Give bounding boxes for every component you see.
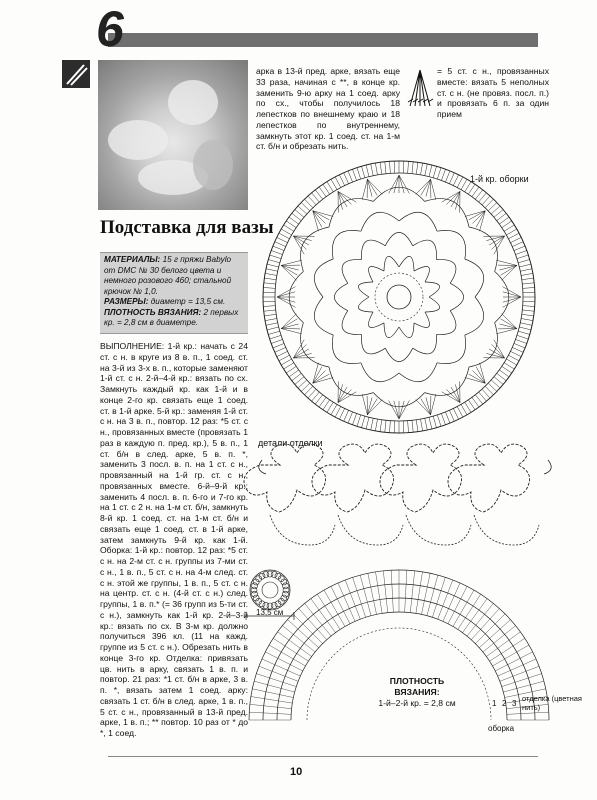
row-number-3: 3 (512, 699, 517, 708)
row-number-2: 2 (502, 699, 507, 708)
density-callout (368, 676, 466, 709)
label-trim-details: детали отделки (258, 438, 323, 448)
chapter-number: 6 (96, 1, 124, 57)
density-label: ПЛОТНОСТЬ ВЯЗАНИЯ: (104, 307, 202, 317)
density-text: 2 первых кр. = 2,8 см в диаметре. (104, 307, 239, 327)
materials-label: МАТЕРИАЛЫ: (104, 255, 161, 264)
label-diameter: 13,5 см (256, 608, 284, 617)
symbol-legend-text: = 5 ст. с н., провязанных вместе: вязать 5 неполных ст. с н. (не провяз. посл. п.) и провязать 6 п. за один прием (437, 66, 549, 119)
label-round1-ruffle: 1-й кр. оборки (470, 174, 529, 184)
density-callout-title: ПЛОТНОСТЬ ВЯЗАНИЯ: (389, 676, 445, 697)
materials-text: 15 г пряжи Babylo от DMC № 30 белого цвета и немного розового 460; стальной крючок № 1,0. (104, 255, 232, 296)
instructions-column-2: арка в 13-й пред. арке, вязать еще 33 раза, начиная с **, в конце кр. заменить 9-ю арку на 1 соед. арку по сх., чтобы получилось 18 лепестков по внешнему краю и 18 лепестков по внутреннему, замкнуть этот кр. 1 соед. ст. на 1-м ст. б/н и обрезать нить. (256, 66, 400, 152)
label-trim-note: отделка (цветная нить) (522, 694, 582, 712)
page-title: Подставка для вазы (100, 217, 274, 238)
instructions-column-1: ВЫПОЛНЕНИЕ: 1-й кр.: начать с 24 ст. с н. в круге из 8 в. п., 1 соед. ст. на 3-й из 3-х в. п., которые заменяют 1-й ст. с н. 2-й–4-й кр.: вязать по сх. Замкнуть каждый кр. как 1-й и в конце 2-го кр. связать еще 1 соед. ст. в 1-й арке. 5-й кр.: заменяя 1-й ст. с н. на 3 в. п., повтор. 12 раз: *5 ст. с н., провязанных вместе (провязать 1 раз в каждую п. пред. кр.), 5 в. п., 1 ст. б/н в след. арке, 5 в. п. *, заменить 3 посл. в. п. на 1 ст. с н., провязанный на 1-й гр. ст. с н., провязанных вместе. 6-й–9-й кр.: заменить 4 посл. в. п. 6-го и 7-го кр. на 1 ст. с 2 н. на 1-м ст. б/н, замкнуть 8-й кр. 1 соед. ст. на 1-м ст. б/н и связать еще 1 соед. ст. в 1-й арке, затем замкнуть 9-й кр. как 1-й. Оборка: 1-й кр.: повтор. 12 раз: *5 ст. с н. на 2-м ст. с н. группы из 7-ми ст. с н., 1 в. п., 5 ст. с н. на 4-м след. ст. с н. этой же группы, 1 в. п., 5 ст. с н. на центр. ст. с н. (4-й ст. с н.) след. группы, 1 в. п.* (= 36 групп из 5-ти ст. с н.), замкнуть как 1-й кр. 2-й–3-й кр.: вязать по сх. В 3-м кр. должно получиться 396 кл. (11 на кажд. группе из 5 ст. с н.). Обрезать нить в конце 3-го кр. Отделка: привязать цв. нить в арку, связать 1 в. п. и повтор. 21 раз: *1 ст. б/н в арке, 3 в. п. *, вязать затем 1 соед. арку: связать 1 ст. б/н в след. арке, 1 в. п., 5 ст. с н., провязанный в 13-й пред. арке, 1 в. п.; ** повтор. 10 раз от * до *, 1 соед. (100, 341, 248, 738)
page-number: 10 (290, 766, 303, 778)
row-number-1: 1 (492, 699, 497, 708)
trim-details-chart (244, 444, 551, 545)
main-doily-chart (263, 161, 535, 433)
sizes-label: РАЗМЕРЫ: (104, 297, 149, 306)
sizes-text: диаметр = 13,5 см. (150, 297, 226, 306)
footer-rule (108, 756, 538, 757)
label-ruffle: оборка (488, 724, 515, 733)
density-callout-value: 1-й–2-й кр. = 2,8 см (378, 698, 456, 708)
